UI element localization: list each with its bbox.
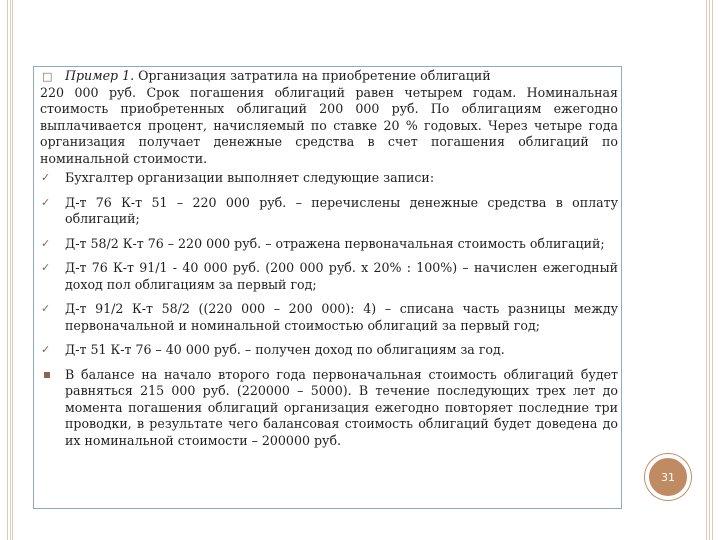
list-item [40, 170, 618, 187]
decorative-rule [12, 0, 13, 540]
intro-first-line: Организация затратила на приобретение облигаций [134, 68, 491, 83]
list-item-text: Бухгалтер организации выполняет следующие записи: [65, 170, 435, 185]
list-item-text: Д-т 51 К-т 76 – 40 000 руб. – получен доход по облигациям за год. [65, 342, 505, 357]
list-item-text: Д-т 76 К-т 51 – 220 000 руб. – перечислены денежные средства в оплату облигаций; [65, 194, 618, 226]
list-item-text: Д-т 91/2 К-т 58/2 ((220 000 – 200 000): 4) – списана часть разницы между первоначальной и номинальной стоимостью облигаций за первый год; [65, 301, 618, 333]
list-item [40, 301, 618, 334]
page-number: 31 [661, 470, 675, 484]
intro-text: 220 000 руб. Срок погашения облигаций равен четырем годам. Номинальная стоимость приобретенных облигаций 200 000 руб. По облигациям ежегодно выплачивается процент, начисляемый по ставке 20 % годовых. Через четыре года организация получает денежные средства в счет погашения облигаций по номинальной стоимости. [40, 84, 618, 166]
checkmark-icon: ✓ [41, 195, 51, 209]
decorative-rule [10, 0, 11, 540]
list-item [40, 195, 618, 228]
page-number-badge [645, 454, 691, 500]
decorative-rule [7, 0, 8, 540]
hollow-square-bullet-icon: □ [42, 70, 53, 83]
example-label: Пример 1. [65, 68, 135, 83]
checkmark-icon: ✓ [41, 261, 51, 274]
square-bullet-icon [44, 372, 50, 378]
list-item [40, 260, 618, 293]
decorative-rule [706, 0, 707, 540]
list-item [40, 342, 618, 359]
list-item [40, 367, 618, 450]
decorative-rule [709, 0, 710, 540]
decorative-rule [712, 0, 713, 540]
list-item-text: Д-т 76 К-т 91/1 - 40 000 руб. (200 000 руб. х 20% : 100%) – начислен ежегодный доход пол облигациям за первый год; [65, 260, 618, 292]
checkmark-icon: ✓ [41, 171, 51, 184]
checkmark-icon: ✓ [41, 236, 51, 250]
checkmark-icon: ✓ [41, 343, 51, 356]
checkmark-icon: ✓ [41, 302, 51, 315]
list-item-text: Д-т 58/2 К-т 76 – 220 000 руб. – отражена первоначальная стоимость облигаций; [65, 235, 605, 251]
intro-paragraph [40, 68, 618, 167]
slide-body [40, 68, 618, 452]
list-item-text: В балансе на начало второго года первоначальная стоимость облигаций будет равняться 215 000 руб. (220000 – 5000). В течение последующих трех лет до момента погашения облигаций организация ежегодно повторяет последние три проводки, в результате чего балансовая стоимость облигаций будет доведена до их номинальной стоимости – 200000 руб. [65, 366, 618, 448]
list-item [40, 236, 618, 253]
